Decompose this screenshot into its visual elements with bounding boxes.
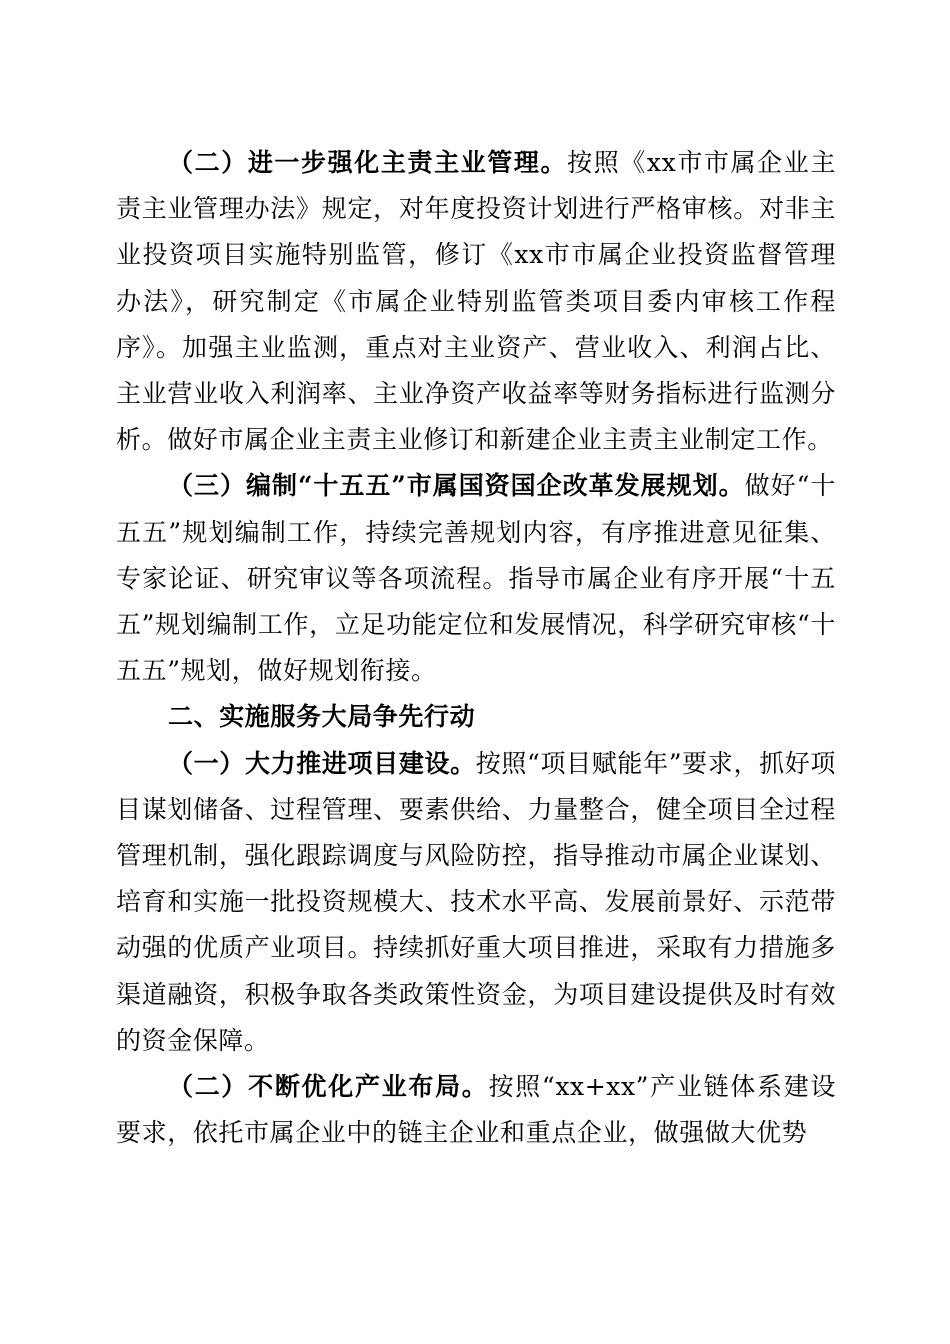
paragraph-strengthen-core-business — [116, 140, 836, 463]
paragraph-heading: （三）编制“十五五”市属国资国企改革发展规划。 — [168, 471, 745, 501]
document-body — [116, 140, 836, 1156]
paragraph-text: 做好“十五五”规划编制工作，持续完善规划内容，有序推进意见征集、专家论证、研究审议等各项流程。指导市属企业有序开展“十五五”规划编制工作，立足功能定位和发展情况，科学研究审核“十五五”规划，做好规划衔接。 — [116, 471, 837, 686]
paragraph-industry-layout — [116, 1064, 836, 1156]
paragraph-15th-five-year-plan — [116, 463, 836, 694]
paragraph-heading: （一）大力推进项目建设。 — [168, 748, 476, 778]
paragraph-text: 按照“项目赋能年”要求，抓好项目谋划储备、过程管理、要素供给、力量整合，健全项目全过程管理机制，强化跟踪调度与风险防控，指导推动市属企业谋划、培育和实施一批投资规模大、技术水平高、发展前景好、示范带动强的优质产业项目。持续抓好重大项目推进，采取有力措施多渠道融资，积极争取各类政策性资金，为项目建设提供及时有效的资金保障。 — [116, 748, 836, 1055]
paragraph-text: 按照“xx+xx”产业链体系建设要求，依托市属企业中的链主企业和重点企业，做强做大优势 — [116, 1072, 836, 1148]
paragraph-heading: （二）进一步强化主责主业管理。 — [168, 148, 568, 177]
paragraph-text: 按照《xx市市属企业主责主业管理办法》规定，对年度投资计划进行严格审核。对非主业投资项目实施特别监管，修订《xx市市属企业投资监督管理办法》，研究制定《市属企业特别监管类项目委内审核工作程序》。加强主业监测，重点对主业资产、营业收入、利润占比、主业营业收入利润率、主业净资产收益率等财务指标进行监测分析。做好市属企业主责主业修订和新建企业主责主业制定工作。 — [116, 148, 836, 455]
paragraph-heading: （二）不断优化产业布局。 — [168, 1072, 489, 1102]
paragraph-project-construction — [116, 741, 836, 1064]
section-title: 二、实施服务大局争先行动 — [168, 702, 476, 732]
